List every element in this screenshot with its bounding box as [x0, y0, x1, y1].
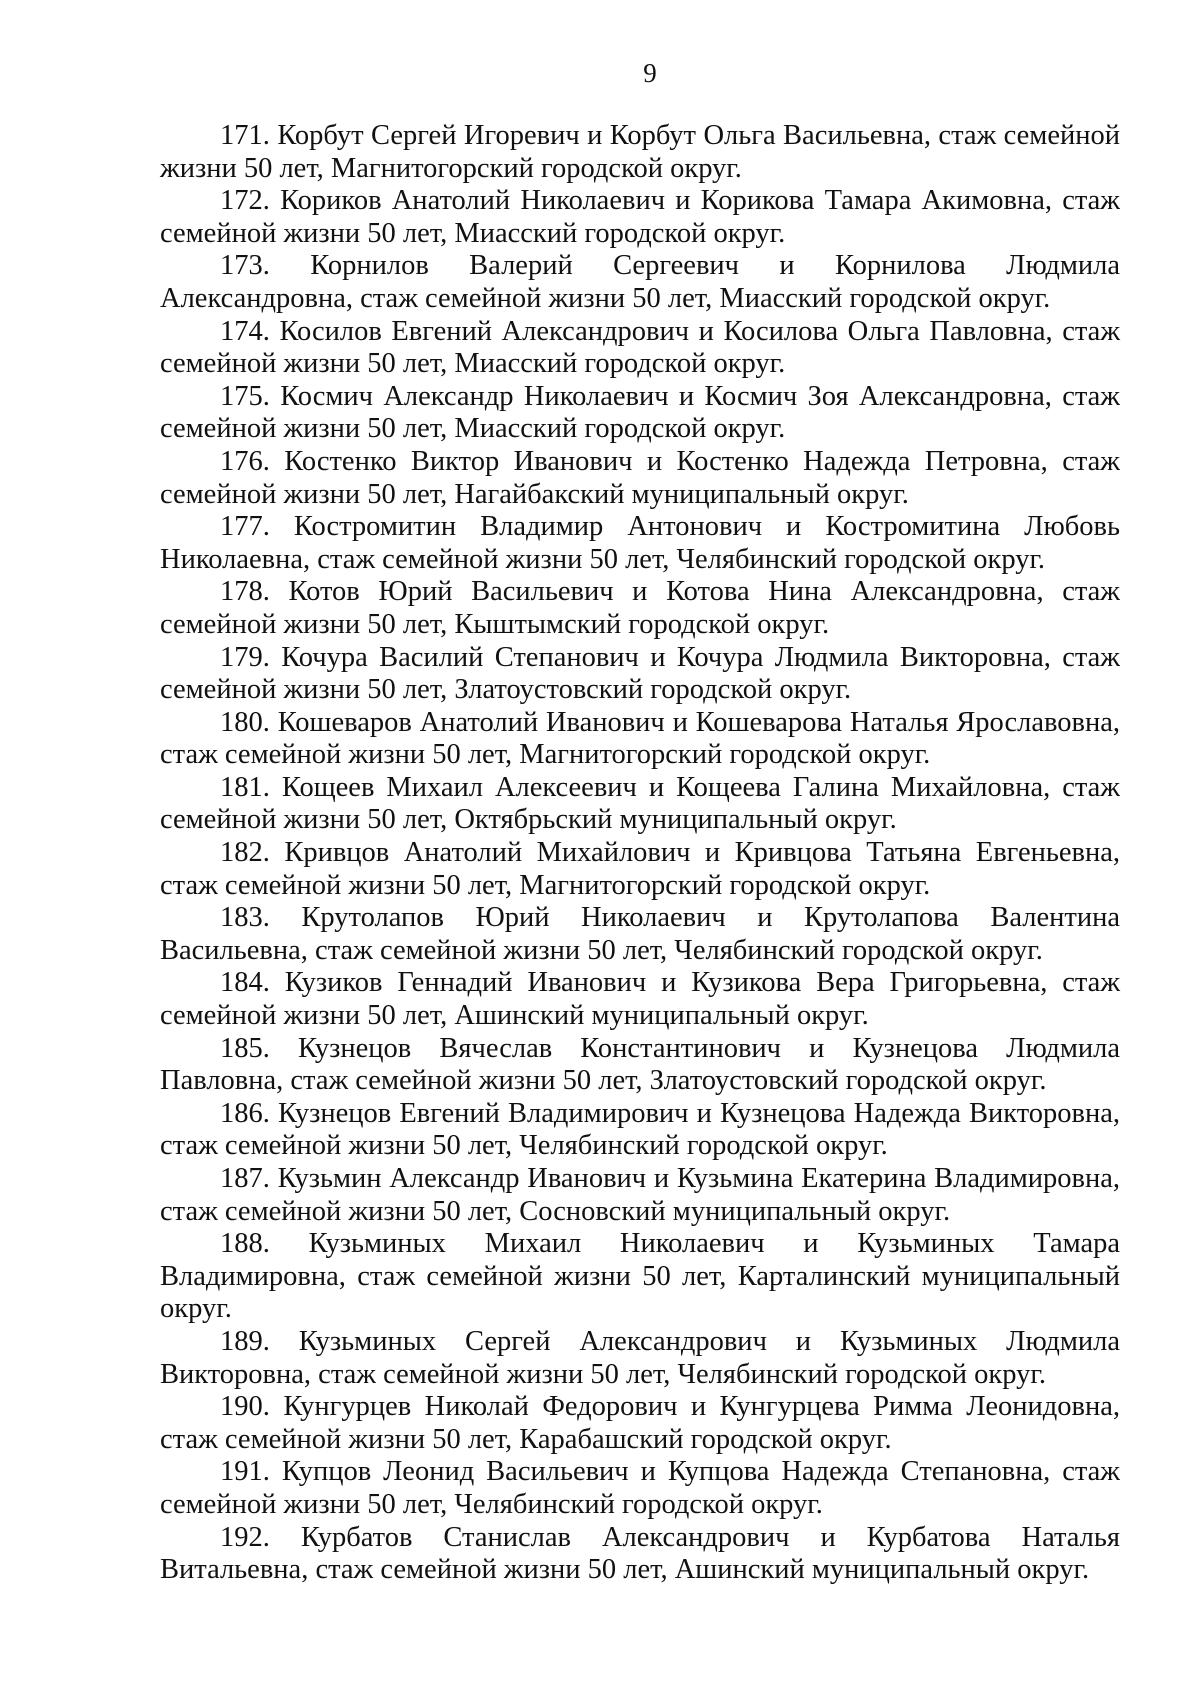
entry-text: Курбатов Станислав Александрович и Курбатова Наталья Витальевна, стаж семейной жизни 50 лет, Ашинский муниципальный округ. — [160, 1521, 1121, 1586]
entry-text: Кориков Анатолий Николаевич и Корикова Тамара Акимовна, стаж семейной жизни 50 лет, Миасский городской округ. — [160, 185, 1120, 249]
entry-text: Кощеев Михаил Алексеевич и Кощеева Галина Михайловна, стаж семейной жизни 50 лет, Октябрьский муниципальный округ. — [160, 771, 1120, 836]
entry-number: 183. — [220, 902, 270, 934]
entry-number: 175. — [220, 380, 270, 412]
entry-number: 188. — [220, 1228, 270, 1260]
entry-number: 174. — [220, 315, 270, 347]
page-number: 9 — [643, 58, 657, 88]
entry-number: 191. — [220, 1456, 270, 1488]
list-item — [160, 642, 1120, 707]
list-item — [160, 1456, 1120, 1521]
entry-list — [160, 120, 1120, 1587]
entry-text: Кузьмин Александр Иванович и Кузьмина Екатерина Владимировна, стаж семейной жизни 50 лет, Сосновский муниципальный округ. — [160, 1163, 1121, 1227]
list-item — [160, 1391, 1120, 1456]
entry-number: 190. — [220, 1391, 270, 1423]
list-item — [160, 1033, 1120, 1098]
entry-text: Кузьминых Сергей Александрович и Кузьминых Людмила Викторовна, стаж семейной жизни 50 лет, Челябинский городской округ. — [160, 1325, 1120, 1390]
entry-number: 177. — [220, 511, 270, 543]
entry-number: 179. — [220, 641, 270, 673]
entry-text: Крутолапов Юрий Николаевич и Крутолапова Валентина Васильевна, стаж семейной жизни 50 лет, Челябинский городской округ. — [160, 902, 1120, 966]
list-item — [160, 967, 1120, 1032]
list-item — [160, 511, 1120, 576]
entry-text: Корнилов Валерий Сергеевич и Корнилова Людмила Александровна, стаж семейной жизни 50 лет, Миасский городской округ. — [160, 250, 1121, 314]
list-item — [160, 1098, 1120, 1163]
entry-number: 182. — [220, 837, 270, 869]
entry-text: Котов Юрий Васильевич и Котова Нина Александровна, стаж семейной жизни 50 лет, Кыштымский городской округ. — [160, 576, 1120, 640]
list-item — [160, 316, 1120, 381]
list-item — [160, 902, 1120, 967]
entry-text: Косилов Евгений Александрович и Косилова Ольга Павловна, стаж семейной жизни 50 лет, Миасский городской округ. — [160, 315, 1121, 380]
entry-number: 176. — [220, 445, 270, 477]
entry-text: Кузнецов Евгений Владимирович и Кузнецова Надежда Викторовна, стаж семейной жизни 50 лет, Челябинский городской округ. — [160, 1097, 1121, 1162]
entry-text: Костромитин Владимир Антонович и Костромитина Любовь Николаевна, стаж семейной жизни 50 лет, Челябинский городской округ. — [160, 511, 1121, 575]
entry-text: Кочура Василий Степанович и Кочура Людмила Викторовна, стаж семейной жизни 50 лет, Златоустовский городской округ. — [160, 641, 1120, 706]
entry-number: 173. — [220, 250, 270, 282]
entry-number: 172. — [220, 185, 270, 217]
entry-text: Кузнецов Вячеслав Константинович и Кузнецова Людмила Павловна, стаж семейной жизни 50 лет, Златоустовский городской округ. — [160, 1032, 1120, 1097]
list-item — [160, 250, 1120, 315]
list-item — [160, 446, 1120, 511]
entry-number: 189. — [220, 1325, 270, 1357]
list-item — [160, 772, 1120, 837]
entry-number: 180. — [220, 706, 270, 738]
list-item — [160, 1228, 1120, 1326]
entry-number: 178. — [220, 576, 270, 608]
entry-number: 186. — [220, 1097, 270, 1129]
entry-text: Кунгурцев Николай Федорович и Кунгурцева Римма Леонидовна, стаж семейной жизни 50 лет, Карабашский городской округ. — [160, 1391, 1120, 1455]
list-item — [160, 576, 1120, 641]
list-item — [160, 1522, 1120, 1587]
entry-text: Кривцов Анатолий Михайлович и Кривцова Татьяна Евгеньевна, стаж семейной жизни 50 лет, Магнитогорский городской округ. — [160, 837, 1120, 901]
entry-text: Кошеваров Анатолий Иванович и Кошеварова Наталья Ярославовна, стаж семейной жизни 50 лет, Магнитогорский городской округ. — [160, 706, 1120, 771]
list-item — [160, 185, 1120, 250]
entry-number: 171. — [220, 120, 270, 151]
entry-number: 181. — [220, 771, 270, 803]
list-item — [160, 707, 1120, 772]
entry-text: Кузиков Геннадий Иванович и Кузикова Вера Григорьевна, стаж семейной жизни 50 лет, Ашинский муниципальный округ. — [160, 967, 1121, 1032]
entry-number: 192. — [220, 1521, 270, 1553]
list-item — [160, 381, 1120, 446]
entry-number: 187. — [220, 1163, 270, 1194]
list-item — [160, 1163, 1120, 1228]
entry-number: 184. — [220, 967, 270, 999]
entry-text: Купцов Леонид Васильевич и Купцова Надежда Степановна, стаж семейной жизни 50 лет, Челябинский городской округ. — [160, 1456, 1120, 1520]
entry-text: Космич Александр Николаевич и Космич Зоя Александровна, стаж семейной жизни 50 лет, Миасский городской округ. — [160, 380, 1120, 445]
list-item — [160, 120, 1120, 185]
list-item — [160, 1326, 1120, 1391]
entry-text: Корбут Сергей Игоревич и Корбут Ольга Васильевна, стаж семейной жизни 50 лет, Магнитогорский городской округ. — [160, 120, 1120, 184]
entry-text: Кузьминых Михаил Николаевич и Кузьминых Тамара Владимировна, стаж семейной жизни 50 лет, Карталинский муниципальный округ. — [160, 1228, 1121, 1325]
entry-text: Костенко Виктор Иванович и Костенко Надежда Петровна, стаж семейной жизни 50 лет, Нагайбакский муниципальный округ. — [160, 445, 1120, 510]
entry-number: 185. — [220, 1032, 270, 1064]
list-item — [160, 837, 1120, 902]
